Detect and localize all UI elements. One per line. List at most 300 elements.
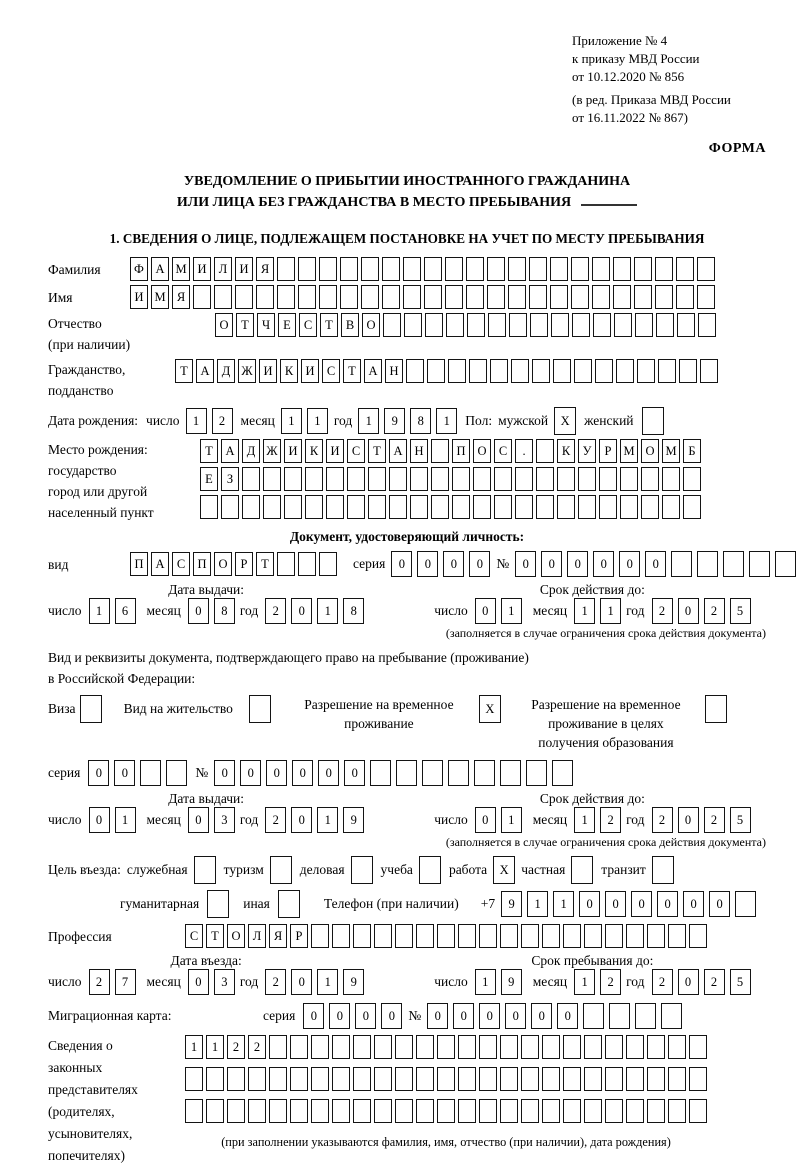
form-cell[interactable] bbox=[404, 313, 422, 337]
form-cell[interactable]: 9 bbox=[384, 408, 405, 434]
form-cell[interactable] bbox=[479, 1067, 497, 1091]
form-cell[interactable] bbox=[340, 257, 358, 281]
form-cell[interactable] bbox=[427, 359, 445, 383]
form-cell[interactable] bbox=[593, 313, 611, 337]
form-cell[interactable] bbox=[521, 924, 539, 948]
form-cell[interactable] bbox=[370, 760, 391, 786]
form-cell[interactable] bbox=[652, 856, 674, 884]
form-cell[interactable] bbox=[490, 359, 508, 383]
form-cell[interactable]: П bbox=[452, 439, 470, 463]
form-cell[interactable] bbox=[278, 890, 300, 918]
form-cell[interactable]: 0 bbox=[188, 807, 209, 833]
form-cell[interactable] bbox=[487, 285, 505, 309]
form-cell[interactable] bbox=[668, 1067, 686, 1091]
form-cell[interactable]: 0 bbox=[645, 551, 666, 577]
form-cell[interactable]: 0 bbox=[88, 760, 109, 786]
form-cell[interactable]: 2 bbox=[652, 969, 673, 995]
form-cell[interactable] bbox=[248, 1067, 266, 1091]
form-cell[interactable]: Р bbox=[235, 552, 253, 576]
form-cell[interactable] bbox=[353, 1099, 371, 1123]
form-cell[interactable]: 0 bbox=[292, 760, 313, 786]
form-cell[interactable] bbox=[572, 313, 590, 337]
form-cell[interactable] bbox=[347, 495, 365, 519]
form-cell[interactable]: 0 bbox=[291, 598, 312, 624]
form-cell[interactable]: И bbox=[301, 359, 319, 383]
form-cell[interactable]: У bbox=[578, 439, 596, 463]
form-cell[interactable]: З bbox=[221, 467, 239, 491]
form-cell[interactable]: 0 bbox=[579, 891, 600, 917]
form-cell[interactable] bbox=[403, 257, 421, 281]
form-cell[interactable]: 0 bbox=[619, 551, 640, 577]
form-cell[interactable] bbox=[277, 285, 295, 309]
form-cell[interactable]: 0 bbox=[214, 760, 235, 786]
form-cell[interactable] bbox=[508, 257, 526, 281]
form-cell[interactable] bbox=[395, 924, 413, 948]
form-cell[interactable] bbox=[284, 467, 302, 491]
form-cell[interactable] bbox=[269, 1099, 287, 1123]
form-cell[interactable] bbox=[698, 313, 716, 337]
form-cell[interactable] bbox=[488, 313, 506, 337]
form-cell[interactable]: Ж bbox=[238, 359, 256, 383]
form-cell[interactable]: 0 bbox=[188, 969, 209, 995]
form-cell[interactable]: 0 bbox=[479, 1003, 500, 1029]
form-cell[interactable]: 0 bbox=[567, 551, 588, 577]
form-cell[interactable] bbox=[584, 1099, 602, 1123]
form-cell[interactable]: 1 bbox=[475, 969, 496, 995]
form-cell[interactable] bbox=[662, 495, 680, 519]
form-cell[interactable]: Е bbox=[200, 467, 218, 491]
form-cell[interactable] bbox=[319, 285, 337, 309]
form-cell[interactable] bbox=[290, 1099, 308, 1123]
form-cell[interactable] bbox=[424, 285, 442, 309]
form-cell[interactable]: О bbox=[641, 439, 659, 463]
form-cell[interactable] bbox=[353, 924, 371, 948]
form-cell[interactable] bbox=[227, 1067, 245, 1091]
form-cell[interactable] bbox=[689, 1099, 707, 1123]
form-cell[interactable] bbox=[500, 1099, 518, 1123]
form-cell[interactable] bbox=[700, 359, 718, 383]
form-cell[interactable]: 1 bbox=[317, 807, 338, 833]
form-cell[interactable] bbox=[416, 1067, 434, 1091]
form-cell[interactable]: 1 bbox=[501, 807, 522, 833]
form-cell[interactable] bbox=[206, 1099, 224, 1123]
form-cell[interactable] bbox=[298, 285, 316, 309]
form-cell[interactable] bbox=[353, 1035, 371, 1059]
form-cell[interactable] bbox=[332, 1067, 350, 1091]
form-cell[interactable] bbox=[326, 495, 344, 519]
form-cell[interactable] bbox=[647, 924, 665, 948]
form-cell[interactable]: 0 bbox=[531, 1003, 552, 1029]
form-cell[interactable] bbox=[620, 495, 638, 519]
form-cell[interactable] bbox=[448, 359, 466, 383]
form-cell[interactable] bbox=[605, 1067, 623, 1091]
form-cell[interactable] bbox=[530, 313, 548, 337]
form-cell[interactable]: X bbox=[493, 856, 515, 884]
form-cell[interactable]: 0 bbox=[89, 807, 110, 833]
form-cell[interactable] bbox=[431, 439, 449, 463]
form-cell[interactable]: 0 bbox=[469, 551, 490, 577]
form-cell[interactable]: X bbox=[554, 407, 576, 435]
form-cell[interactable] bbox=[298, 552, 316, 576]
form-cell[interactable] bbox=[448, 760, 469, 786]
form-cell[interactable]: 0 bbox=[657, 891, 678, 917]
form-cell[interactable] bbox=[200, 495, 218, 519]
form-cell[interactable]: А bbox=[389, 439, 407, 463]
form-cell[interactable]: 0 bbox=[266, 760, 287, 786]
form-cell[interactable] bbox=[422, 760, 443, 786]
form-cell[interactable] bbox=[340, 285, 358, 309]
form-cell[interactable]: С bbox=[185, 924, 203, 948]
form-cell[interactable] bbox=[634, 257, 652, 281]
form-cell[interactable]: 0 bbox=[515, 551, 536, 577]
form-cell[interactable] bbox=[620, 467, 638, 491]
form-cell[interactable] bbox=[269, 1035, 287, 1059]
form-cell[interactable]: 0 bbox=[391, 551, 412, 577]
form-cell[interactable] bbox=[332, 1035, 350, 1059]
form-cell[interactable]: М bbox=[172, 257, 190, 281]
form-cell[interactable]: О bbox=[362, 313, 380, 337]
form-cell[interactable] bbox=[532, 359, 550, 383]
form-cell[interactable] bbox=[193, 285, 211, 309]
form-cell[interactable] bbox=[452, 495, 470, 519]
form-cell[interactable] bbox=[395, 1035, 413, 1059]
form-cell[interactable] bbox=[676, 285, 694, 309]
form-cell[interactable] bbox=[635, 1003, 656, 1029]
form-cell[interactable]: И bbox=[326, 439, 344, 463]
form-cell[interactable]: 2 bbox=[600, 807, 621, 833]
form-cell[interactable]: Ф bbox=[130, 257, 148, 281]
form-cell[interactable] bbox=[552, 760, 573, 786]
form-cell[interactable] bbox=[626, 1099, 644, 1123]
form-cell[interactable] bbox=[311, 924, 329, 948]
form-cell[interactable] bbox=[677, 313, 695, 337]
form-cell[interactable] bbox=[437, 924, 455, 948]
form-cell[interactable]: Д bbox=[242, 439, 260, 463]
form-cell[interactable] bbox=[332, 1099, 350, 1123]
form-cell[interactable] bbox=[705, 695, 727, 723]
form-cell[interactable]: Е bbox=[278, 313, 296, 337]
form-cell[interactable] bbox=[431, 467, 449, 491]
form-cell[interactable] bbox=[723, 551, 744, 577]
form-cell[interactable] bbox=[396, 760, 417, 786]
form-cell[interactable] bbox=[374, 1067, 392, 1091]
form-cell[interactable] bbox=[563, 1067, 581, 1091]
form-cell[interactable] bbox=[500, 1067, 518, 1091]
form-cell[interactable]: 2 bbox=[600, 969, 621, 995]
form-cell[interactable] bbox=[635, 313, 653, 337]
form-cell[interactable] bbox=[500, 760, 521, 786]
form-cell[interactable] bbox=[298, 257, 316, 281]
form-cell[interactable] bbox=[671, 551, 692, 577]
form-cell[interactable]: 2 bbox=[704, 807, 725, 833]
form-cell[interactable]: Р bbox=[290, 924, 308, 948]
form-cell[interactable] bbox=[574, 359, 592, 383]
form-cell[interactable]: Ж bbox=[263, 439, 281, 463]
form-cell[interactable] bbox=[536, 495, 554, 519]
form-cell[interactable]: Р bbox=[599, 439, 617, 463]
form-cell[interactable] bbox=[353, 1067, 371, 1091]
form-cell[interactable] bbox=[425, 313, 443, 337]
form-cell[interactable] bbox=[242, 467, 260, 491]
form-cell[interactable] bbox=[431, 495, 449, 519]
form-cell[interactable] bbox=[689, 924, 707, 948]
form-cell[interactable]: Т bbox=[175, 359, 193, 383]
form-cell[interactable] bbox=[347, 467, 365, 491]
form-cell[interactable] bbox=[416, 1099, 434, 1123]
form-cell[interactable]: 2 bbox=[265, 598, 286, 624]
form-cell[interactable] bbox=[500, 924, 518, 948]
form-cell[interactable] bbox=[613, 285, 631, 309]
form-cell[interactable]: С bbox=[322, 359, 340, 383]
form-cell[interactable] bbox=[661, 1003, 682, 1029]
form-cell[interactable] bbox=[616, 359, 634, 383]
form-cell[interactable] bbox=[467, 313, 485, 337]
form-cell[interactable] bbox=[626, 1035, 644, 1059]
form-cell[interactable]: С bbox=[299, 313, 317, 337]
form-cell[interactable] bbox=[697, 551, 718, 577]
form-cell[interactable] bbox=[368, 495, 386, 519]
form-cell[interactable] bbox=[553, 359, 571, 383]
form-cell[interactable]: 0 bbox=[427, 1003, 448, 1029]
form-cell[interactable] bbox=[614, 313, 632, 337]
form-cell[interactable]: 2 bbox=[704, 598, 725, 624]
form-cell[interactable]: 2 bbox=[212, 408, 233, 434]
form-cell[interactable]: О bbox=[215, 313, 233, 337]
form-cell[interactable] bbox=[290, 1067, 308, 1091]
form-cell[interactable] bbox=[642, 407, 664, 435]
form-cell[interactable] bbox=[406, 359, 424, 383]
form-cell[interactable] bbox=[410, 495, 428, 519]
form-cell[interactable]: С bbox=[494, 439, 512, 463]
form-cell[interactable] bbox=[382, 257, 400, 281]
form-cell[interactable]: 1 bbox=[89, 598, 110, 624]
form-cell[interactable]: 0 bbox=[355, 1003, 376, 1029]
form-cell[interactable] bbox=[305, 495, 323, 519]
form-cell[interactable] bbox=[473, 495, 491, 519]
form-cell[interactable] bbox=[419, 856, 441, 884]
form-cell[interactable]: 1 bbox=[574, 598, 595, 624]
form-cell[interactable] bbox=[424, 257, 442, 281]
form-cell[interactable] bbox=[416, 1035, 434, 1059]
form-cell[interactable] bbox=[583, 1003, 604, 1029]
form-cell[interactable]: С bbox=[172, 552, 190, 576]
form-cell[interactable] bbox=[374, 1035, 392, 1059]
form-cell[interactable]: 7 bbox=[115, 969, 136, 995]
form-cell[interactable] bbox=[599, 467, 617, 491]
form-cell[interactable]: 0 bbox=[114, 760, 135, 786]
form-cell[interactable] bbox=[458, 1099, 476, 1123]
form-cell[interactable] bbox=[140, 760, 161, 786]
form-cell[interactable]: Н bbox=[410, 439, 428, 463]
form-cell[interactable]: Я bbox=[269, 924, 287, 948]
form-cell[interactable]: 1 bbox=[501, 598, 522, 624]
form-cell[interactable] bbox=[521, 1099, 539, 1123]
form-cell[interactable]: 1 bbox=[600, 598, 621, 624]
form-cell[interactable]: Л bbox=[214, 257, 232, 281]
form-cell[interactable]: 6 bbox=[115, 598, 136, 624]
form-cell[interactable] bbox=[270, 856, 292, 884]
form-cell[interactable] bbox=[263, 467, 281, 491]
form-cell[interactable]: О bbox=[473, 439, 491, 463]
form-cell[interactable]: 1 bbox=[317, 598, 338, 624]
form-cell[interactable] bbox=[458, 924, 476, 948]
form-cell[interactable]: Т bbox=[368, 439, 386, 463]
form-cell[interactable] bbox=[656, 313, 674, 337]
form-cell[interactable]: 1 bbox=[206, 1035, 224, 1059]
form-cell[interactable] bbox=[508, 285, 526, 309]
form-cell[interactable] bbox=[509, 313, 527, 337]
form-cell[interactable] bbox=[668, 924, 686, 948]
form-cell[interactable]: Т bbox=[320, 313, 338, 337]
form-cell[interactable]: Т bbox=[256, 552, 274, 576]
form-cell[interactable] bbox=[634, 285, 652, 309]
form-cell[interactable]: 0 bbox=[557, 1003, 578, 1029]
form-cell[interactable] bbox=[557, 495, 575, 519]
form-cell[interactable]: 0 bbox=[505, 1003, 526, 1029]
form-cell[interactable]: М bbox=[151, 285, 169, 309]
form-cell[interactable] bbox=[494, 495, 512, 519]
form-cell[interactable] bbox=[410, 467, 428, 491]
form-cell[interactable] bbox=[542, 1099, 560, 1123]
form-cell[interactable] bbox=[529, 285, 547, 309]
form-cell[interactable]: И bbox=[259, 359, 277, 383]
form-cell[interactable]: 0 bbox=[453, 1003, 474, 1029]
form-cell[interactable]: 3 bbox=[214, 807, 235, 833]
form-cell[interactable]: 5 bbox=[730, 807, 751, 833]
form-cell[interactable]: О bbox=[227, 924, 245, 948]
form-cell[interactable] bbox=[458, 1067, 476, 1091]
form-cell[interactable]: 1 bbox=[186, 408, 207, 434]
form-cell[interactable]: 2 bbox=[652, 807, 673, 833]
form-cell[interactable] bbox=[277, 552, 295, 576]
form-cell[interactable] bbox=[290, 1035, 308, 1059]
form-cell[interactable]: К bbox=[557, 439, 575, 463]
form-cell[interactable]: 0 bbox=[303, 1003, 324, 1029]
form-cell[interactable] bbox=[571, 285, 589, 309]
form-cell[interactable] bbox=[571, 257, 589, 281]
form-cell[interactable] bbox=[332, 924, 350, 948]
form-cell[interactable] bbox=[683, 495, 701, 519]
form-cell[interactable] bbox=[515, 467, 533, 491]
form-cell[interactable] bbox=[351, 856, 373, 884]
form-cell[interactable]: 0 bbox=[475, 598, 496, 624]
form-cell[interactable]: 3 bbox=[214, 969, 235, 995]
form-cell[interactable]: 1 bbox=[115, 807, 136, 833]
form-cell[interactable]: 0 bbox=[381, 1003, 402, 1029]
form-cell[interactable]: А bbox=[364, 359, 382, 383]
form-cell[interactable] bbox=[749, 551, 770, 577]
form-cell[interactable]: К bbox=[305, 439, 323, 463]
form-cell[interactable] bbox=[563, 1099, 581, 1123]
form-cell[interactable] bbox=[361, 285, 379, 309]
form-cell[interactable] bbox=[207, 890, 229, 918]
form-cell[interactable] bbox=[185, 1067, 203, 1091]
form-cell[interactable]: И bbox=[193, 257, 211, 281]
form-cell[interactable] bbox=[647, 1067, 665, 1091]
form-cell[interactable]: И bbox=[130, 285, 148, 309]
form-cell[interactable]: О bbox=[214, 552, 232, 576]
form-cell[interactable] bbox=[242, 495, 260, 519]
form-cell[interactable] bbox=[595, 359, 613, 383]
form-cell[interactable]: 1 bbox=[574, 969, 595, 995]
form-cell[interactable] bbox=[284, 495, 302, 519]
form-cell[interactable] bbox=[469, 359, 487, 383]
form-cell[interactable] bbox=[487, 257, 505, 281]
form-cell[interactable] bbox=[605, 1099, 623, 1123]
form-cell[interactable]: П bbox=[130, 552, 148, 576]
form-cell[interactable] bbox=[529, 257, 547, 281]
form-cell[interactable] bbox=[466, 257, 484, 281]
form-cell[interactable] bbox=[689, 1035, 707, 1059]
form-cell[interactable]: М bbox=[662, 439, 680, 463]
form-cell[interactable]: X bbox=[479, 695, 501, 723]
form-cell[interactable]: Я bbox=[172, 285, 190, 309]
form-cell[interactable] bbox=[466, 285, 484, 309]
form-cell[interactable]: 0 bbox=[678, 969, 699, 995]
form-cell[interactable] bbox=[536, 439, 554, 463]
form-cell[interactable] bbox=[474, 760, 495, 786]
form-cell[interactable] bbox=[689, 1067, 707, 1091]
form-cell[interactable] bbox=[676, 257, 694, 281]
form-cell[interactable]: 1 bbox=[185, 1035, 203, 1059]
form-cell[interactable]: А bbox=[221, 439, 239, 463]
form-cell[interactable] bbox=[584, 1035, 602, 1059]
form-cell[interactable] bbox=[668, 1099, 686, 1123]
form-cell[interactable]: . bbox=[515, 439, 533, 463]
form-cell[interactable] bbox=[584, 924, 602, 948]
form-cell[interactable] bbox=[563, 924, 581, 948]
form-cell[interactable]: 0 bbox=[291, 969, 312, 995]
form-cell[interactable]: С bbox=[347, 439, 365, 463]
form-cell[interactable]: 9 bbox=[343, 807, 364, 833]
form-cell[interactable] bbox=[403, 285, 421, 309]
form-cell[interactable] bbox=[775, 551, 796, 577]
form-cell[interactable] bbox=[542, 1035, 560, 1059]
form-cell[interactable] bbox=[571, 856, 593, 884]
form-cell[interactable]: 5 bbox=[730, 598, 751, 624]
form-cell[interactable]: 1 bbox=[553, 891, 574, 917]
form-cell[interactable] bbox=[578, 495, 596, 519]
form-cell[interactable]: 1 bbox=[281, 408, 302, 434]
form-cell[interactable]: Д bbox=[217, 359, 235, 383]
form-cell[interactable] bbox=[206, 1067, 224, 1091]
form-cell[interactable]: П bbox=[193, 552, 211, 576]
form-cell[interactable]: 1 bbox=[527, 891, 548, 917]
form-cell[interactable]: Б bbox=[683, 439, 701, 463]
form-cell[interactable]: И bbox=[235, 257, 253, 281]
form-cell[interactable] bbox=[641, 467, 659, 491]
form-cell[interactable] bbox=[536, 467, 554, 491]
form-cell[interactable] bbox=[641, 495, 659, 519]
form-cell[interactable]: 2 bbox=[248, 1035, 266, 1059]
form-cell[interactable] bbox=[599, 495, 617, 519]
form-cell[interactable] bbox=[658, 359, 676, 383]
form-cell[interactable] bbox=[609, 1003, 630, 1029]
form-cell[interactable]: Л bbox=[248, 924, 266, 948]
form-cell[interactable]: 0 bbox=[683, 891, 704, 917]
form-cell[interactable] bbox=[511, 359, 529, 383]
form-cell[interactable] bbox=[80, 695, 102, 723]
form-cell[interactable] bbox=[389, 495, 407, 519]
form-cell[interactable] bbox=[437, 1067, 455, 1091]
form-cell[interactable] bbox=[269, 1067, 287, 1091]
form-cell[interactable] bbox=[221, 495, 239, 519]
form-cell[interactable] bbox=[655, 257, 673, 281]
form-cell[interactable] bbox=[256, 285, 274, 309]
form-cell[interactable] bbox=[626, 1067, 644, 1091]
form-cell[interactable]: М bbox=[620, 439, 638, 463]
form-cell[interactable] bbox=[515, 495, 533, 519]
